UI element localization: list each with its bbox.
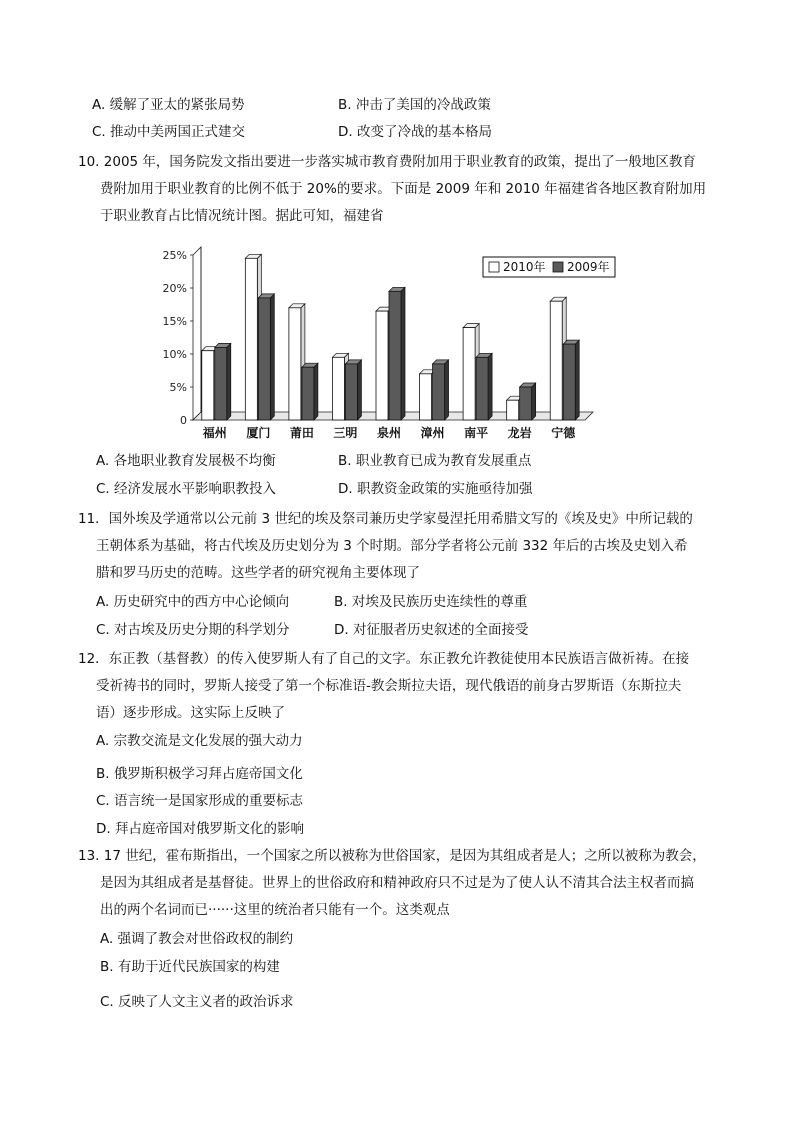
bar-2010-4 [376,311,388,420]
q13-option-b: B. 有助于近代民族国家的构建 [100,959,280,975]
q10-option-c: C. 经济发展水平影响职教投入 [96,481,277,497]
bar-side [401,287,405,420]
legend-label: 2009年 [567,260,610,274]
q10-option-b: B. 职业教育已成为教育发展重点 [338,453,532,469]
bar-2010-5 [420,374,432,420]
q12-stem-line2: 受祈祷书的同时，罗斯人接受了第一个标准语-教会斯拉夫语，现代俄语的前身古罗斯语（东斯拉夫 [96,678,682,694]
q11-stem-line2: 王朝体系为基础，将古代埃及历史划分为 3 个时期。部分学者将公元前 332 年后的古埃及史划入希 [96,538,688,554]
q13-stem-line1: 13. 17 世纪，霍布斯指出，一个国家之所以被称为世俗国家，是因为其组成者是人；之所以被称为教会， [78,848,706,864]
bar-2010-1 [245,258,257,420]
x-category-label: 三明 [333,426,358,440]
x-category-label: 厦门 [246,426,271,440]
q12-option-d: D. 拜占庭帝国对俄罗斯文化的影响 [96,821,304,837]
x-category-label: 龙岩 [507,426,532,440]
bar-side [445,360,449,420]
x-category-label: 泉州 [376,426,402,440]
q12-option-a: A. 宗教交流是文化发展的强大动力 [96,733,303,749]
bar-2009-2 [302,367,314,420]
q12-option-b: B. 俄罗斯积极学习拜占庭帝国文化 [96,766,303,782]
legend-swatch [489,262,499,272]
bar-2009-6 [476,357,488,420]
bar-2009-4 [389,291,401,420]
bar-2010-2 [289,308,301,420]
x-category-label: 宁德 [551,426,576,440]
chart-side-wall [193,247,201,420]
q11-stem-line3: 腊和罗马历史的范畴。这些学者的研究视角主要体现了 [96,565,420,581]
bar-2009-1 [258,298,270,420]
bar-2010-6 [463,328,475,420]
bar-2009-3 [345,364,357,420]
q11-option-d: D. 对征服者历史叙述的全面接受 [334,622,529,638]
q11-option-a: A. 历史研究中的西方中心论倾向 [96,594,290,610]
x-category-label: 莆田 [289,426,314,440]
q13-stem-line3: 出的两个名词而已······这里的统治者只能有一个。这类观点 [100,902,450,918]
bar-side [488,353,492,420]
q9-option-d: D. 改变了冷战的基本格局 [338,124,492,140]
bar-side [227,343,231,420]
q10-stem-line3: 于职业教育占比情况统计图。据此可知，福建省 [100,208,384,224]
q12-option-c: C. 语言统一是国家形成的重要标志 [96,793,304,809]
bar-side [314,363,318,420]
q12-stem-line1: 12．东正教（基督教）的传入使罗斯人有了自己的文字。东正教允许教徒使用本民族语言做祈祷。在接 [78,651,690,667]
q10-stem-line1: 10. 2005 年，国务院发文指出要进一步落实城市教育费附加用于职业教育的政策，提出了一般地区教育 [78,154,696,170]
bar-2009-8 [563,344,575,420]
q13-stem-line2: 是因为其组成者是基督徒。世界上的世俗政府和精神政府只不过是为了使人认不清其合法主权者而搞 [100,875,694,891]
legend-label: 2010年 [503,260,546,274]
q11-option-b: B. 对埃及民族历史连续性的尊重 [334,594,528,610]
q11-option-c: C. 对古埃及历史分期的科学划分 [96,622,290,638]
y-tick-label: 5% [169,381,187,394]
q9-option-b: B. 冲击了美国的冷战政策 [338,97,491,113]
bar-2010-3 [332,357,344,420]
bar-2009-7 [520,387,532,420]
x-category-label: 南平 [464,426,489,440]
bar-2010-7 [507,400,519,420]
q9-option-a: A. 缓解了亚太的紧张局势 [92,97,245,113]
bar-side [357,360,361,420]
q13-option-a: A. 强调了教会对世俗政权的制约 [100,931,294,947]
y-tick-label: 10% [162,348,187,361]
bar-2010-0 [202,351,214,420]
bar-2010-8 [550,301,562,420]
bar-side [575,340,579,420]
bar-2009-5 [433,364,445,420]
bar-side [270,294,274,420]
y-tick-label: 20% [162,282,187,295]
q10-bar-chart [155,245,610,445]
y-tick-label: 25% [162,249,187,262]
y-tick-label: 0 [180,414,187,427]
q13-option-c: C. 反映了人文主义者的政治诉求 [100,994,294,1010]
q9-option-c: C. 推动中美两国正式建交 [92,124,246,140]
y-tick-label: 15% [162,315,187,328]
x-category-label: 福州 [202,426,227,440]
q10-stem-line2: 费附加用于职业教育的比例不低于 20%的要求。下面是 2009 年和 2010 年福建省各地区教育附加用 [100,181,707,197]
x-category-label: 漳州 [420,426,445,440]
legend-swatch [553,262,563,272]
bar-2009-0 [215,347,227,420]
q11-stem-line1: 11．国外埃及学通常以公元前 3 世纪的埃及祭司兼历史学家曼涅托用希腊文写的《埃及史》中所记载的 [78,511,693,527]
q10-option-a: A. 各地职业教育发展极不均衡 [96,453,276,469]
q12-stem-line3: 语）逐步形成。这实际上反映了 [96,705,285,721]
bar-side [532,383,536,420]
q10-option-d: D. 职教资金政策的实施亟待加强 [338,481,533,497]
